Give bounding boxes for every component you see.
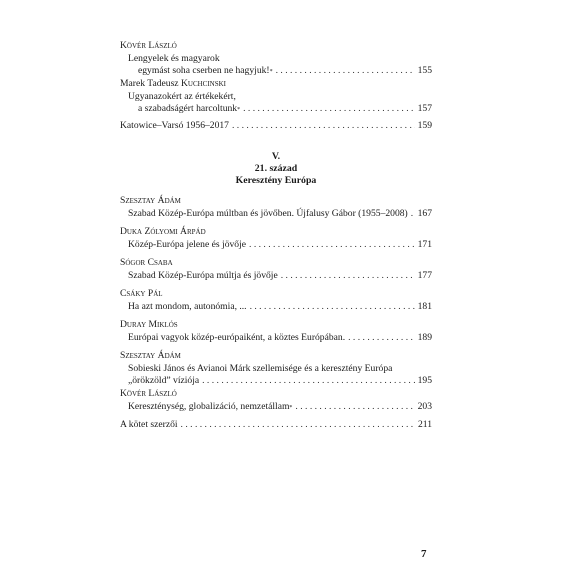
entry-page: 155 [417,65,432,76]
entry-page: 203 [417,400,432,412]
toc-entry [120,288,432,313]
entry-author: Kövér László [120,388,177,399]
entry-title-line: Szabad Közép-Európa múltban és jövőben. Újfalusy Gábor (1955–2008) . . . 167 [120,208,432,221]
toc-entry [120,120,432,133]
entry-author: Csáky Pál [120,288,163,299]
entry-title-line: Lengyelek és magyarok [128,52,220,64]
dot-leader [202,375,414,388]
entry-page: 177 [417,269,432,281]
dot-leader [250,301,415,314]
toc-entry [120,226,432,251]
entry-author: Marek Tadeusz Kuchcinski [120,78,227,89]
entry-title-line: Közép-Európa jelene és jövője . . . 171 [120,239,432,252]
entry-title-line: „örökzöld” víziója . . . 195 [120,375,432,388]
page-number: 7 [421,548,427,560]
toc-entry [120,419,432,432]
toc-entry [120,78,432,116]
toc-entry [120,257,432,282]
dot-leader [411,208,415,221]
toc-entry [120,350,432,388]
section-subtitle: Keresztény Európa [235,175,317,186]
entry-title-line: Ugyanazokért az értékekért, [128,90,236,102]
entry-author: Sógor Csaba [120,257,173,268]
entry-author: Szesztay Ádám [120,350,181,361]
toc-entry [120,319,432,344]
entry-author: Szesztay Ádám [120,195,181,206]
entry-author: Duray Miklós [120,319,178,330]
entry-title-line: a szabadságért harcoltunk * . . . 157 [120,103,432,116]
entry-author: Duka Zólyomi Árpád [120,226,206,237]
entry-title-line: Szabad Közép-Európa múltja és jövője . . . 177 [120,270,432,283]
entry-page: 189 [417,331,432,343]
entry-page: 181 [417,300,432,312]
entry-title-line: Sobieski János és Avianoi Márk szellemisége és a keresztény Európa [128,362,393,374]
section-numeral: V. [271,151,281,162]
dot-leader [243,103,415,116]
dot-leader [281,270,415,283]
entry-page: 167 [417,207,432,219]
entry-title-line: A kötet szerzői . . . 211 [120,419,432,432]
dot-leader [249,239,415,252]
entry-page: 211 [417,419,432,430]
entry-title-line: Katowice–Varsó 1956–2017 . . . 159 [120,120,432,133]
dot-leader [276,65,415,78]
entry-title-line: Kereszténység, globalizáció, nemzetállam * . . . 203 [120,401,432,414]
dot-leader [295,401,414,414]
dot-leader [232,120,415,133]
dot-leader [348,332,414,345]
entry-page: 159 [417,120,432,131]
entry-author: Kövér László [120,40,177,51]
entry-title-line: Ha azt mondom, autonómia, ... . . . 181 [120,301,432,314]
entry-title-line: egymást soha cserben ne hagyjuk! * . . . 155 [120,65,432,78]
toc-entry [120,40,432,78]
section-title: 21. század [254,163,298,174]
toc-entry [120,195,432,220]
entry-page: 171 [417,238,432,250]
dot-leader [181,419,415,432]
entry-page: 195 [417,375,432,386]
entry-page: 157 [417,103,432,114]
toc-entry [120,388,432,413]
entry-title-line: Európai vagyok közép-európaiként, a köztes Európában. . . . 189 [120,332,432,345]
